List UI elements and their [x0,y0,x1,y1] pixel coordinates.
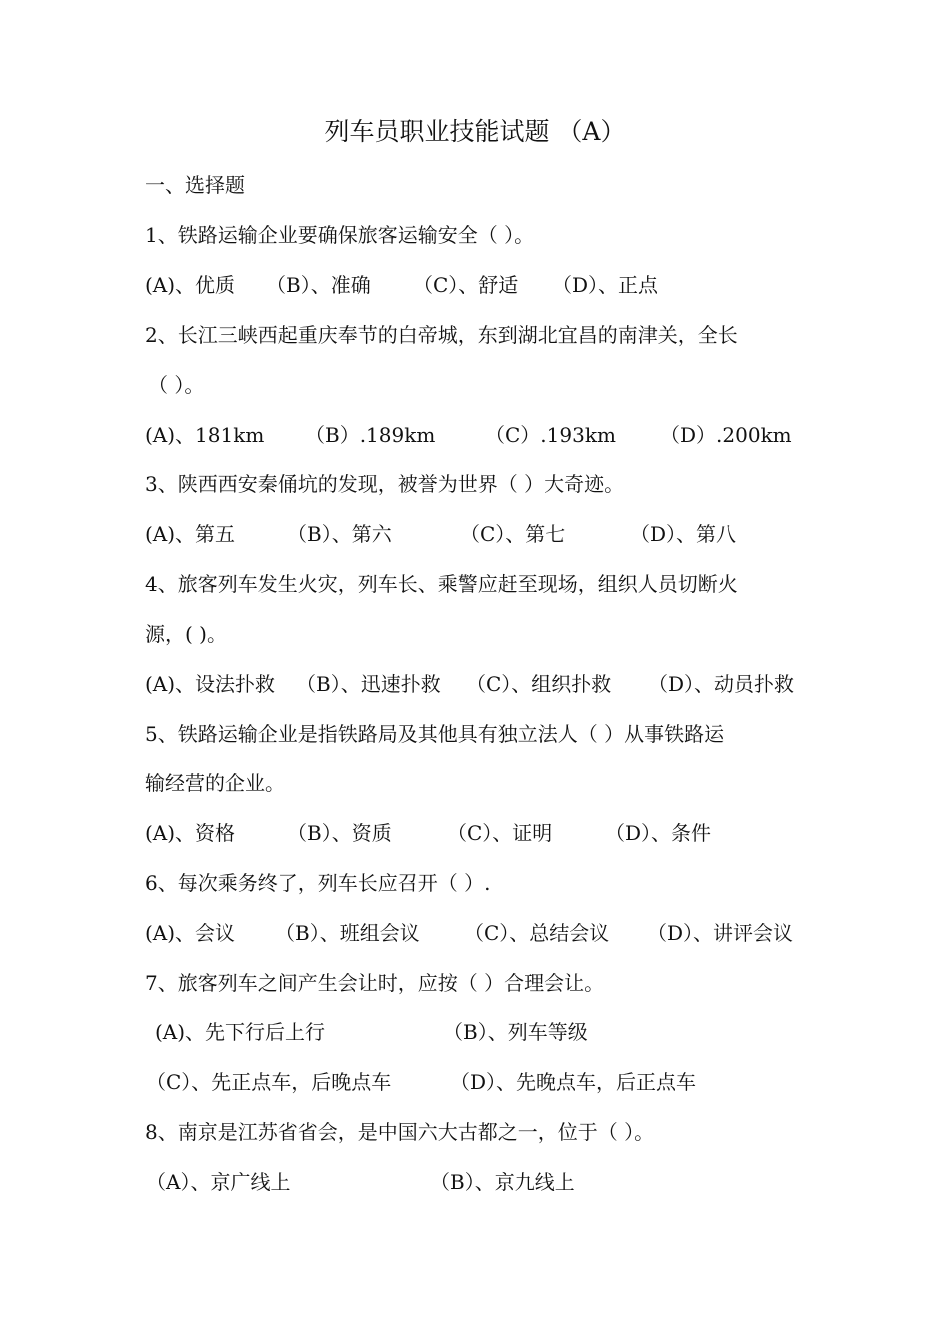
question-7-option-d: （D）、先晚点车，后正点车 [450,1070,697,1094]
section-heading: 一、选择题 [145,173,245,197]
question-1-text: 1、铁路运输企业要确保旅客运输安全（ ）。 [145,223,535,247]
question-2-text: 2、长江三峡西起重庆奉节的白帝城，东到湖北宜昌的南津关，全长 [145,323,738,347]
question-5-text: 5、铁路运输企业是指铁路局及其他具有独立法人（ ）从事铁路运 [145,722,725,746]
question-5-option-c: （C）、证明 [447,821,553,845]
question-3-option-d: （D）、第八 [630,522,737,546]
question-5-option-a: (A)、资格 [145,821,236,845]
question-3-option-c: （C）、第七 [460,522,566,546]
question-5-option-b: （B）、资质 [287,821,392,845]
question-6-option-b: （B）、班组会议 [275,921,420,945]
question-4-option-c: （C）、组织扑救 [466,672,612,696]
question-2-text-cont: （ ）。 [148,373,205,397]
question-2-option-d: （D）.200km [660,423,792,447]
question-6-option-d: （D）、讲评会议 [647,921,794,945]
question-7-text: 7、旅客列车之间产生会让时，应按（ ）合理会让。 [145,971,605,995]
page-title: 列车员职业技能试题 （A） [324,117,626,146]
question-1-option-a: (A)、优质 [145,273,236,297]
question-3-option-a: (A)、第五 [145,522,236,546]
question-2-option-c: （C）.193km [485,423,616,447]
question-2-option-b: （B）.189km [305,423,436,447]
question-7-option-a: (A)、先下行后上行 [155,1020,326,1044]
question-8-option-b: （B）、京九线上 [430,1170,575,1194]
question-6-text: 6、每次乘务终了，列车长应召开（ ）. [145,871,491,895]
question-1-option-d: （D）、正点 [552,273,659,297]
question-1-option-b: （B）、准确 [266,273,371,297]
question-4-option-d: （D）、动员扑救 [648,672,795,696]
question-6-option-c: （C）、总结会议 [464,921,610,945]
question-3-text: 3、陕西西安秦俑坑的发现，被誉为世界（ ）大奇迹。 [145,472,625,496]
question-4-option-a: (A)、设法扑救 [145,672,276,696]
question-1-option-c: （C）、舒适 [413,273,519,297]
question-5-text-cont: 输经营的企业。 [145,771,285,795]
question-8-option-a: （A）、京广线上 [146,1170,291,1194]
question-6-option-a: (A)、会议 [145,921,236,945]
question-3-option-b: （B）、第六 [287,522,392,546]
question-4-text: 4、旅客列车发生火灾，列车长、乘警应赶至现场，组织人员切断火 [145,572,738,596]
question-5-option-d: （D）、条件 [605,821,712,845]
question-2-option-a: (A)、181km [145,423,265,447]
question-7-option-c: （C）、先正点车，后晚点车 [146,1070,392,1094]
question-8-text: 8、南京是江苏省省会，是中国六大古都之一，位于（ ）。 [145,1120,655,1144]
question-4-option-b: （B）、迅速扑救 [296,672,441,696]
question-7-option-b: （B）、列车等级 [443,1020,588,1044]
question-4-text-cont: 源，( )。 [145,622,227,646]
